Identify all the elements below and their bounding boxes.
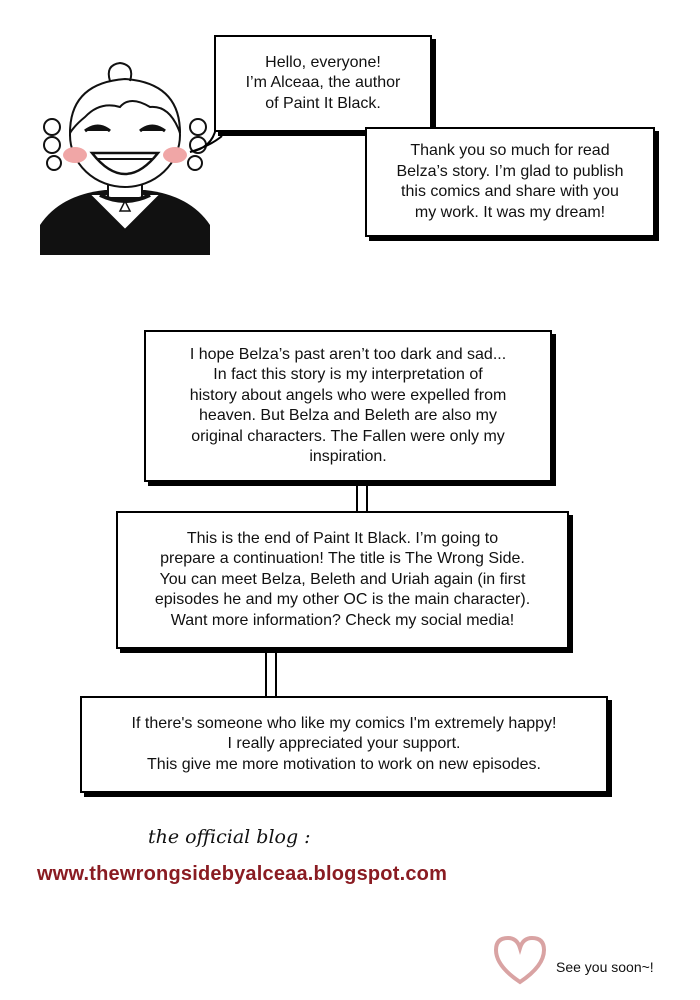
support-panel bbox=[80, 696, 608, 793]
blog-url-link[interactable]: www.thewrongsidebyalceaa.blogspot.com bbox=[37, 863, 448, 885]
farewell-text: See you soon~! bbox=[556, 959, 654, 975]
end-line: Want more information? Check my social media! bbox=[170, 611, 515, 629]
support-line: If there's someone who like my comics I'm extremely happy! bbox=[131, 714, 557, 732]
end-line: episodes he and my other OC is the main character). bbox=[154, 591, 531, 609]
thanks-line: this comics and share with you bbox=[401, 183, 619, 200]
greeting-bubble bbox=[214, 35, 432, 132]
end-line: This is the end of Paint It Black. I’m going to bbox=[186, 529, 499, 547]
support-line: This give me more motivation to work on new episodes. bbox=[147, 755, 541, 773]
past-line: heaven. But Belza and Beleth are also my bbox=[199, 407, 497, 424]
thanks-line: Thank you so much for read bbox=[410, 142, 610, 159]
end-line: You can meet Belza, Beleth and Uriah again (in first bbox=[159, 570, 526, 588]
greeting-line: of Paint It Black. bbox=[265, 94, 381, 112]
thanks-line: Belza’s story. I’m glad to publish bbox=[396, 162, 624, 180]
past-line: history about angels who were expelled from bbox=[189, 386, 507, 404]
connector-line bbox=[265, 652, 267, 696]
heart-outline-icon bbox=[490, 930, 550, 990]
thanks-bubble bbox=[365, 127, 655, 237]
support-line: I really appreciated your support. bbox=[227, 735, 461, 753]
past-line: In fact this story is my interpretation of bbox=[213, 366, 483, 383]
past-line: original characters. The Fallen were only my bbox=[191, 427, 505, 445]
past-line: I hope Belza’s past aren’t too dark and sad... bbox=[189, 345, 507, 363]
blog-label: the official blog : bbox=[148, 826, 311, 848]
greeting-line: Hello, everyone! bbox=[265, 53, 381, 71]
end-panel bbox=[116, 511, 569, 649]
connector-line bbox=[356, 485, 358, 512]
connector-line bbox=[275, 652, 277, 696]
past-line: inspiration. bbox=[309, 448, 387, 465]
thanks-line: my work. It was my dream! bbox=[414, 203, 606, 221]
end-line: prepare a continuation! The title is The Wrong Side. bbox=[160, 550, 525, 568]
connector-line bbox=[366, 485, 368, 512]
past-panel bbox=[144, 330, 552, 482]
greeting-line: I’m Alceaa, the author bbox=[245, 74, 401, 92]
